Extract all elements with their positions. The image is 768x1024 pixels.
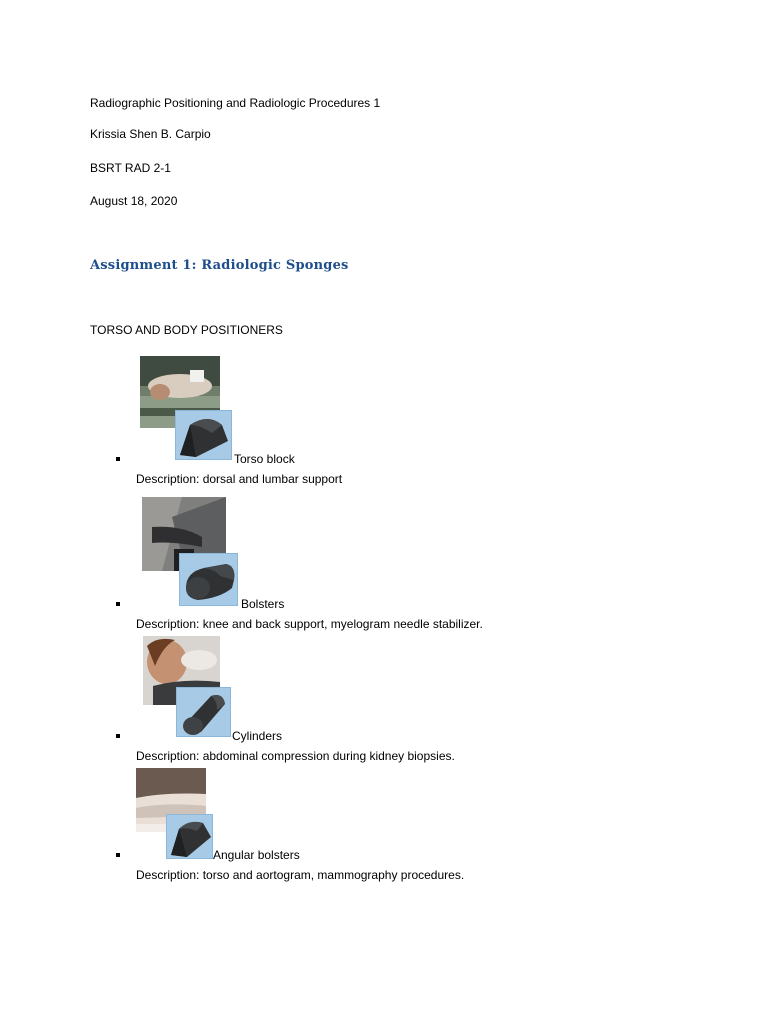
course-title: Radiographic Positioning and Radiologic Procedures 1 <box>90 96 381 110</box>
bullet-icon <box>116 602 120 606</box>
item-description: Description: dorsal and lumbar support <box>136 472 343 486</box>
item-description: Description: knee and back support, myelogram needle stabilizer. <box>136 617 483 631</box>
item-label: Angular bolsters <box>213 848 300 862</box>
item-description: Description: torso and aortogram, mammography procedures. <box>136 868 465 882</box>
item-description: Description: abdominal compression during kidney biopsies. <box>136 749 455 763</box>
bullet-icon <box>116 853 120 857</box>
item-label: Cylinders <box>232 729 283 743</box>
half-round-sponge-icon <box>175 410 232 460</box>
section-title: TORSO AND BODY POSITIONERS <box>90 323 283 337</box>
angular-bolster-sponge-icon <box>166 814 213 859</box>
bolster-sponge-icon <box>179 553 238 606</box>
assignment-title: Assignment 1: Radiologic Sponges <box>90 258 349 273</box>
bullet-icon <box>116 734 120 738</box>
submission-date: August 18, 2020 <box>90 194 178 208</box>
student-name: Krissia Shen B. Carpio <box>90 127 211 141</box>
cylinder-sponge-icon <box>176 687 231 737</box>
bullet-icon <box>116 457 120 461</box>
item-label: Torso block <box>234 452 295 466</box>
section-code: BSRT RAD 2-1 <box>90 161 171 175</box>
item-label: Bolsters <box>241 597 285 611</box>
